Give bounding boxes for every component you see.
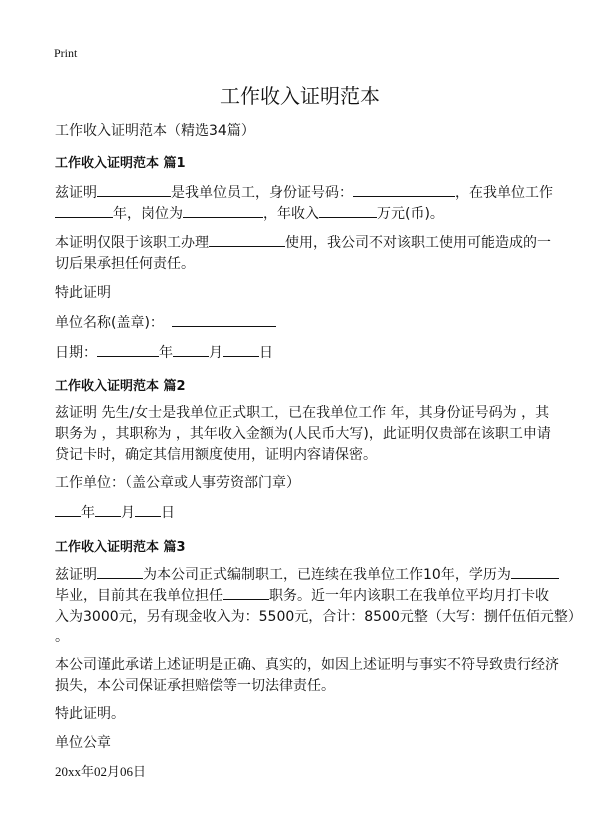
section-2-heading: 工作收入证明范本 篇2 xyxy=(55,379,186,394)
page-title: 工作收入证明范本 xyxy=(220,84,380,108)
sec1-unit-name xyxy=(55,312,276,334)
subtitle: 工作收入证明范本（精选34篇） xyxy=(55,123,255,139)
text: 是我单位员工，身份证号码： xyxy=(171,185,353,201)
blank-day xyxy=(223,342,259,357)
sec1-para2-line2: 切后果承担任何责任。 xyxy=(55,256,195,272)
text: 兹证明 xyxy=(55,567,97,583)
sec3-para2-line1: 本公司谨此承诺上述证明是正确、真实的，如因上述证明与事实不符导致贵行经济 xyxy=(55,657,559,673)
sec2-line2: 职务为 ，其职称为 ，其年收入金额为(人民币大写)，此证明仅贵部在该职工申请 xyxy=(55,426,551,442)
blank-income xyxy=(319,203,377,218)
blank-month xyxy=(95,502,121,517)
text: ，在我单位工作 xyxy=(455,185,553,201)
blank-year xyxy=(55,502,81,517)
sec3-seal: 单位公章 xyxy=(55,735,111,751)
print-link[interactable]: Print xyxy=(54,46,78,60)
blank-name xyxy=(97,182,171,197)
text: 年 xyxy=(81,505,95,521)
text: 月 xyxy=(121,505,135,521)
blank-year xyxy=(97,342,159,357)
blank-name xyxy=(97,564,143,579)
blank-education xyxy=(511,564,559,579)
blank-unit-name xyxy=(172,312,276,327)
text: 为本公司正式编制职工，已连续在我单位工作10年，学历为 xyxy=(143,567,511,583)
sec3-closing: 特此证明。 xyxy=(55,706,125,722)
sec1-closing: 特此证明 xyxy=(55,285,111,301)
sec2-line3: 贷记卡时，确定其信用额度使用，证明内容请保密。 xyxy=(55,447,377,463)
blank-years xyxy=(55,203,113,218)
sec3-line3: 入为3000元，另有现金收入为：5500元，合计：8500元整（大写：捌仟伍佰元整） xyxy=(55,609,582,625)
sec3-line1 xyxy=(55,564,559,586)
text: 兹证明 xyxy=(55,185,97,201)
blank-post xyxy=(223,585,269,600)
blank-purpose xyxy=(209,232,285,247)
sec1-para2-line1 xyxy=(55,232,551,254)
text: 使用，我公司不对该职工使用可能造成的一 xyxy=(285,235,551,251)
blank-position xyxy=(183,203,263,218)
sec3-date: 20xx年02月06日 xyxy=(55,764,147,779)
text: 毕业，目前其在我单位担任 xyxy=(55,588,223,604)
section-3-heading: 工作收入证明范本 篇3 xyxy=(55,540,186,555)
sec2-work-unit: 工作单位：（盖公章或人事劳资部门章） xyxy=(55,475,300,491)
sec3-line4: 。 xyxy=(55,629,69,645)
section-1-heading: 工作收入证明范本 篇1 xyxy=(55,156,186,171)
sec1-para1-line1 xyxy=(55,182,553,204)
text: 万元(币)。 xyxy=(377,206,444,222)
text: 职务。近一年内该职工在我单位平均月打卡收 xyxy=(269,588,549,604)
blank-month xyxy=(173,342,209,357)
text: 日期： xyxy=(55,345,97,361)
sec1-date xyxy=(55,342,273,364)
text: 月 xyxy=(209,345,223,361)
text: 年 xyxy=(159,345,173,361)
sec3-line2 xyxy=(55,585,549,607)
sec2-line1: 兹证明 先生/女士是我单位正式职工，已在我单位工作 年，其身份证号码为 ，其 xyxy=(55,405,550,421)
text: ，年收入 xyxy=(263,206,319,222)
sec1-para1-line2 xyxy=(55,203,444,225)
blank-id-number xyxy=(353,182,455,197)
text: 日 xyxy=(259,345,273,361)
text: 日 xyxy=(161,505,175,521)
sec2-date xyxy=(55,502,175,524)
sec3-para2-line2: 损失，本公司保证承担赔偿等一切法律责任。 xyxy=(55,678,335,694)
blank-day xyxy=(135,502,161,517)
text: 本证明仅限于该职工办理 xyxy=(55,235,209,251)
text: 年，岗位为 xyxy=(113,206,183,222)
text: 单位名称(盖章)： xyxy=(55,315,164,331)
